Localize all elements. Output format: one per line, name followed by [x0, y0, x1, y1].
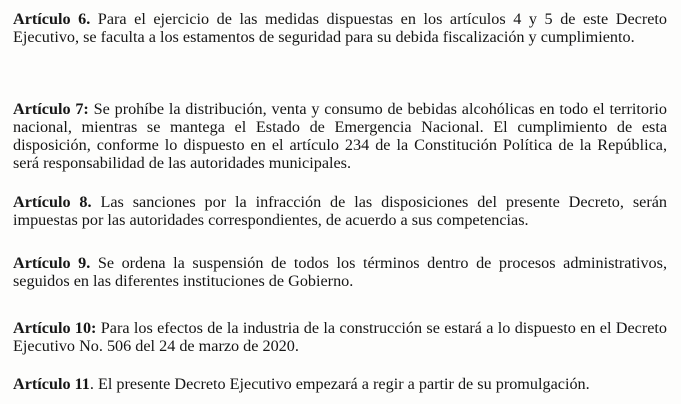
- article-9: [13, 254, 667, 290]
- article-10-label: Artículo 10:: [13, 319, 97, 337]
- article-11: [13, 375, 667, 393]
- article-8: [13, 193, 667, 229]
- article-8-text: Las sanciones por la infracción de las disposiciones del presente Decreto, serán impuestas por las autoridades correspondientes, de acuerdo a sus competencias.: [13, 193, 667, 229]
- article-9-label: Artículo 9.: [13, 254, 91, 272]
- article-11-label: Artículo 11: [13, 375, 90, 393]
- article-8-label: Artículo 8.: [13, 193, 92, 211]
- article-10: [13, 319, 667, 355]
- article-7-label: Artículo 7:: [13, 100, 89, 118]
- article-7-text: Se prohíbe la distribución, venta y consumo de bebidas alcohólicas en todo el territorio nacional, mientras se mantega el Estado de Emergencia Nacional. El cumplimiento de esta disposición, conforme lo dispuesto en el artículo 234 de la Constitución Política de la República, será responsabilidad de las autoridades municipales.: [13, 100, 668, 172]
- article-6-text: Para el ejercicio de las medidas dispuestas en los artículos 4 y 5 de este Decreto Ejecutivo, se faculta a los estamentos de seguridad para su debida fiscalización y cumplimiento.: [13, 10, 667, 46]
- article-11-text: . El presente Decreto Ejecutivo empezará a regir a partir de su promulgación.: [89, 375, 590, 393]
- article-7: [13, 100, 667, 172]
- article-6-label: Artículo 6.: [13, 10, 91, 28]
- article-6: [13, 10, 667, 46]
- article-9-text: Se ordena la suspensión de todos los términos dentro de procesos administrativos, seguidos en las diferentes instituciones de Gobierno.: [13, 254, 667, 290]
- article-10-text: Para los efectos de la industria de la construcción se estará a lo dispuesto en el Decreto Ejecutivo No. 506 del 24 de marzo de 2020.: [13, 319, 667, 355]
